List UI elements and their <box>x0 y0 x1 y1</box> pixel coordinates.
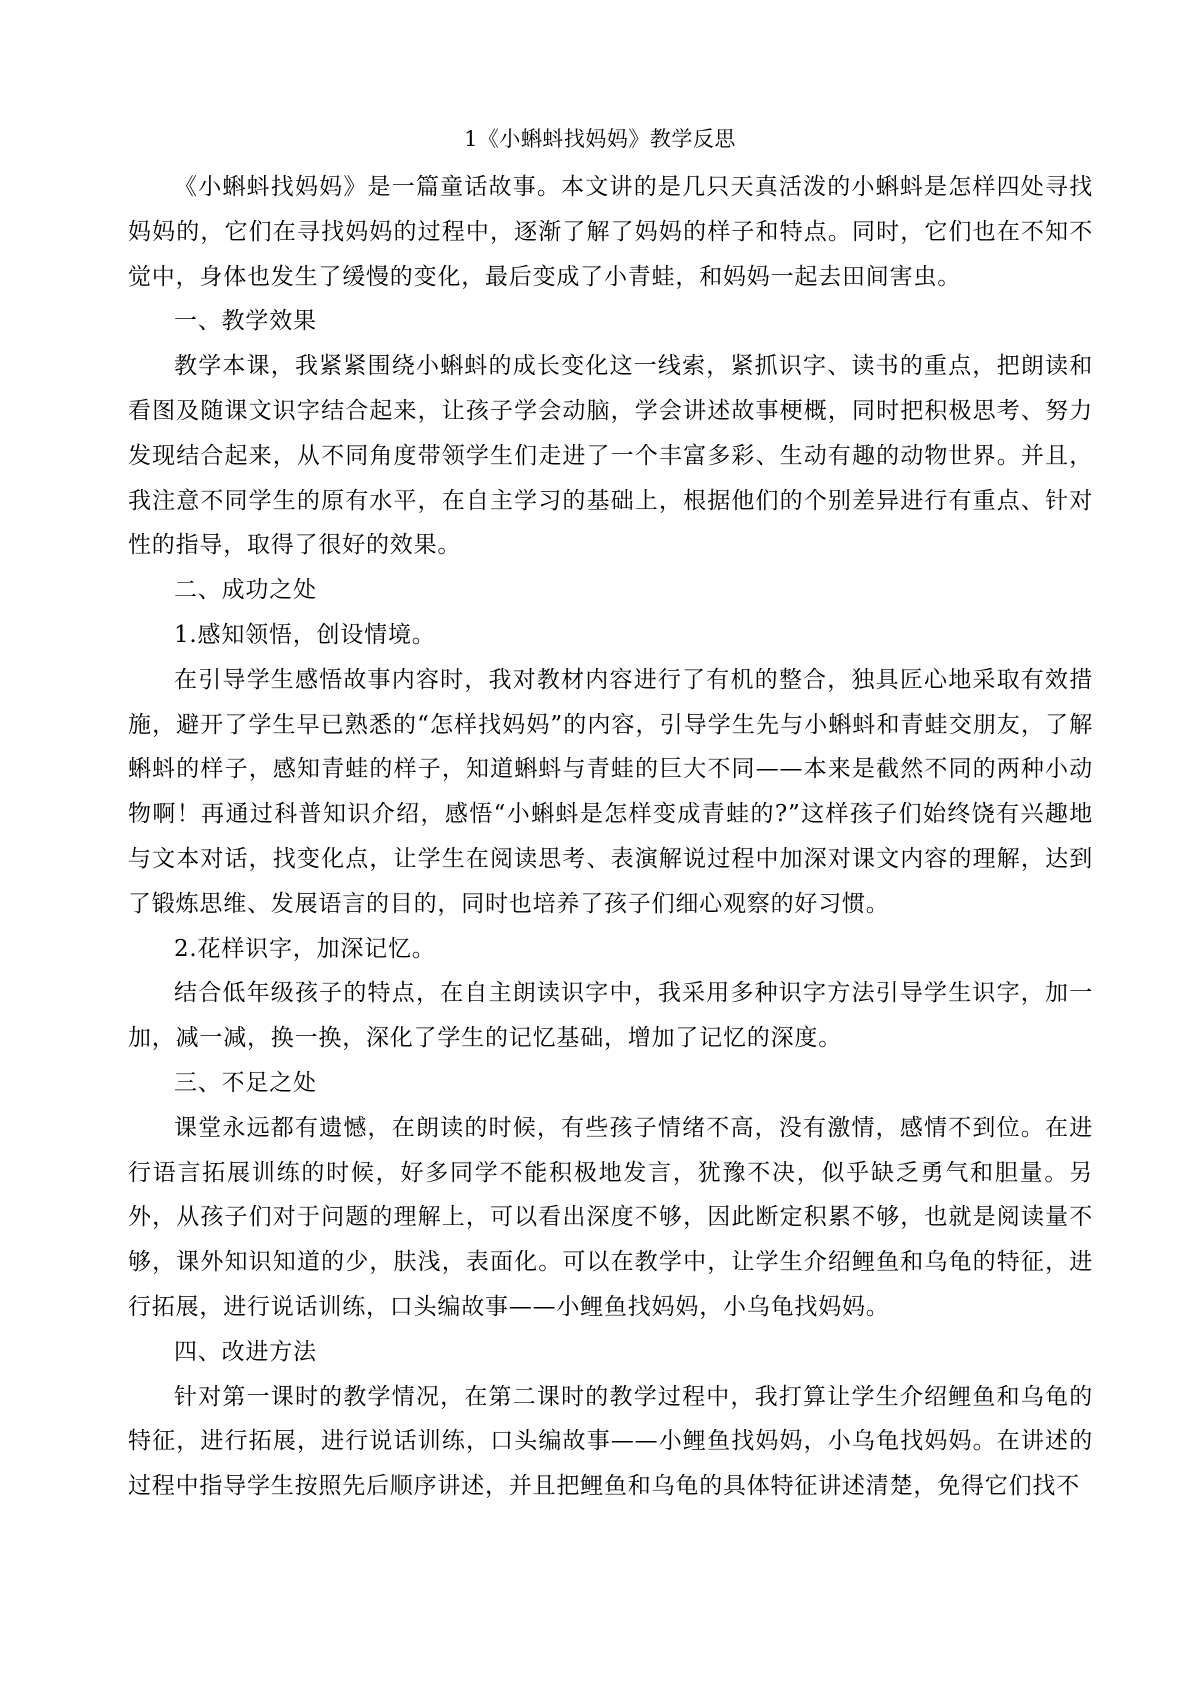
section-heading-teaching-effect: 一、教学效果 <box>174 308 317 335</box>
document-body <box>128 165 1093 1509</box>
paragraph-teaching-effect: 教学本课，我紧紧围绕小蝌蚪的成长变化这一线索，紧抓识字、读书的重点，把朗读和看图及随课文识字结合起来，让孩子学会动脑，学会讲述故事梗概，同时把积极思考、努力发现结合起来，从不同角度带领学生们走进了一个丰富多彩、生动有趣的动物世界。并且，我注意不同学生的原有水平，在自主学习的基础上，根据他们的个别差异进行有重点、针对性的指导，取得了很好的效果。 <box>128 353 1093 559</box>
document-title: 1《小蝌蚪找妈妈》教学反思 <box>464 127 736 151</box>
paragraph-literacy: 结合低年级孩子的特点，在自主朗读识字中，我采用多种识字方法引导学生识字，加一加，减一减，换一换，深化了学生的记忆基础，增加了记忆的深度。 <box>128 980 1093 1052</box>
paragraph-shortcomings: 课堂永远都有遗憾，在朗读的时候，有些孩子情绪不高，没有激情，感情不到位。在进行语言拓展训练的时候，好多同学不能积极地发言，犹豫不决，似乎缺乏勇气和胆量。另外，从孩子们对于问题的理解上，可以看出深度不够，因此断定积累不够，也就是阅读量不够，课外知识知道的少，肤浅，表面化。可以在教学中，让学生介绍鲤鱼和乌龟的特征，进行拓展，进行说话训练，口头编故事——小鲤鱼找妈妈，小乌龟找妈妈。 <box>128 1114 1093 1320</box>
section-heading-successes: 二、成功之处 <box>174 577 317 604</box>
subheading-literacy: 2.花样识字，加深记忆。 <box>174 935 436 962</box>
section-heading-shortcomings: 三、不足之处 <box>174 1069 317 1096</box>
paragraph-perception: 在引导学生感悟故事内容时，我对教材内容进行了有机的整合，独具匠心地采取有效措施，避开了学生早已熟悉的“怎样找妈妈”的内容，引导学生先与小蝌蚪和青蛙交朋友，了解蝌蚪的样子，感知青蛙的样子，知道蝌蚪与青蛙的巨大不同——本来是截然不同的两种小动物啊！再通过科普知识介绍，感悟“小蝌蚪是怎样变成青蛙的?”这样孩子们始终饶有兴趣地与文本对话，找变化点，让学生在阅读思考、表演解说过程中加深对课文内容的理解，达到了锻炼思维、发展语言的目的，同时也培养了孩子们细心观察的好习惯。 <box>128 666 1093 917</box>
section-heading-improvements: 四、改进方法 <box>174 1338 317 1365</box>
paragraph-improvements: 针对第一课时的教学情况，在第二课时的教学过程中，我打算让学生介绍鲤鱼和乌龟的特征，进行拓展，进行说话训练，口头编故事——小鲤鱼找妈妈，小乌龟找妈妈。在讲述的过程中指导学生按照先后顺序讲述，并且把鲤鱼和乌龟的具体特征讲述清楚，免得它们找不 <box>128 1383 1093 1500</box>
paragraph-intro: 《小蝌蚪找妈妈》是一篇童话故事。本文讲的是几只天真活泼的小蝌蚪是怎样四处寻找妈妈的，它们在寻找妈妈的过程中，逐渐了解了妈妈的样子和特点。同时，它们也在不知不觉中，身体也发生了缓慢的变化，最后变成了小青蛙，和妈妈一起去田间害虫。 <box>128 174 1093 290</box>
subheading-perception: 1.感知领悟，创设情境。 <box>174 621 436 648</box>
